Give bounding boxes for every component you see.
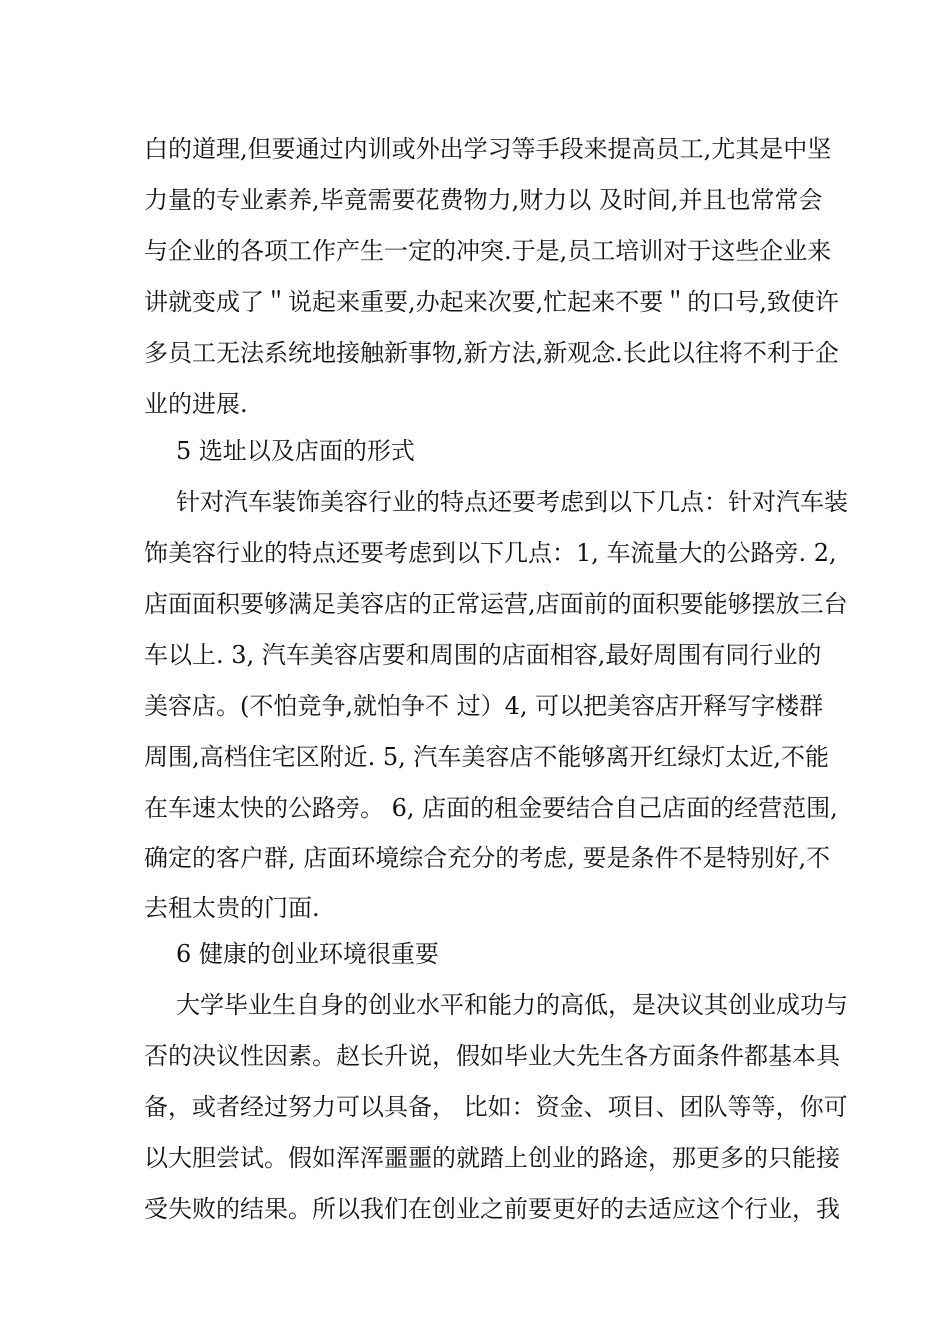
text-line: 以大胆尝试。假如浑浑噩噩的就踏上创业的路途，那更多的只能接 bbox=[144, 1144, 840, 1172]
text-line: 备，或者经过努力可以具备， 比如：资金、项目、团队等等，你可 bbox=[144, 1093, 848, 1121]
text-line: 针对汽车装饰美容行业的特点还要考虑到以下几点：针对汽车装 bbox=[176, 488, 848, 516]
text-line: 讲就变成了＂说起来重要,办起来次要,忙起来不要＂的口号,致使许 bbox=[144, 288, 839, 316]
text-line: 力量的专业素养,毕竟需要花费物力,财力以 及时间,并且也常常会 bbox=[144, 186, 823, 214]
text-line: 大学毕业生自身的创业水平和能力的高低，是决议其创业成功与 bbox=[176, 991, 848, 1019]
text-line: 车以上. 3, 汽车美容店要和周围的店面相容,最好周围有同行业的 bbox=[144, 641, 822, 669]
text-line: 受失败的结果。所以我们在创业之前要更好的去适应这个行业，我 bbox=[144, 1195, 840, 1223]
text-line: 多员工无法系统地接触新事物,新方法,新观念.长此以往将不利于企 bbox=[144, 339, 839, 367]
text-line: 与企业的各项工作产生一定的冲突.于是,员工培训对于这些企业来 bbox=[144, 237, 832, 265]
text-line: 饰美容行业的特点还要考虑到以下几点：1, 车流量大的公路旁. 2, bbox=[144, 539, 837, 567]
text-line: 白的道理,但要通过内训或外出学习等手段来提高员工,尤其是中坚 bbox=[144, 135, 832, 163]
text-line: 在车速太快的公路旁。 6, 店面的租金要结合自己店面的经营范围, bbox=[144, 794, 838, 822]
text-line: 确定的客户群, 店面环境综合充分的考虑, 要是条件不是特别好,不 bbox=[144, 844, 831, 872]
text-line: 去租太贵的门面. bbox=[144, 894, 320, 922]
text-line: 美容店。(不怕竞争,就怕争不 过）4, 可以把美容店开释写字楼群 bbox=[144, 692, 824, 720]
text-line: 周围,高档住宅区附近. 5, 汽车美容店不能够离开红绿灯太近,不能 bbox=[144, 743, 830, 771]
text-line: 业的进展. bbox=[144, 390, 248, 418]
section-heading: 6 健康的创业环境很重要 bbox=[176, 940, 439, 968]
text-line: 否的决议性因素。赵长升说，假如毕业大先生各方面条件都基本具 bbox=[144, 1042, 840, 1070]
section-heading: 5 选址以及店面的形式 bbox=[176, 437, 415, 465]
text-line: 店面面积要够满足美容店的正常运营,店面前的面积要能够摆放三台 bbox=[144, 590, 848, 618]
